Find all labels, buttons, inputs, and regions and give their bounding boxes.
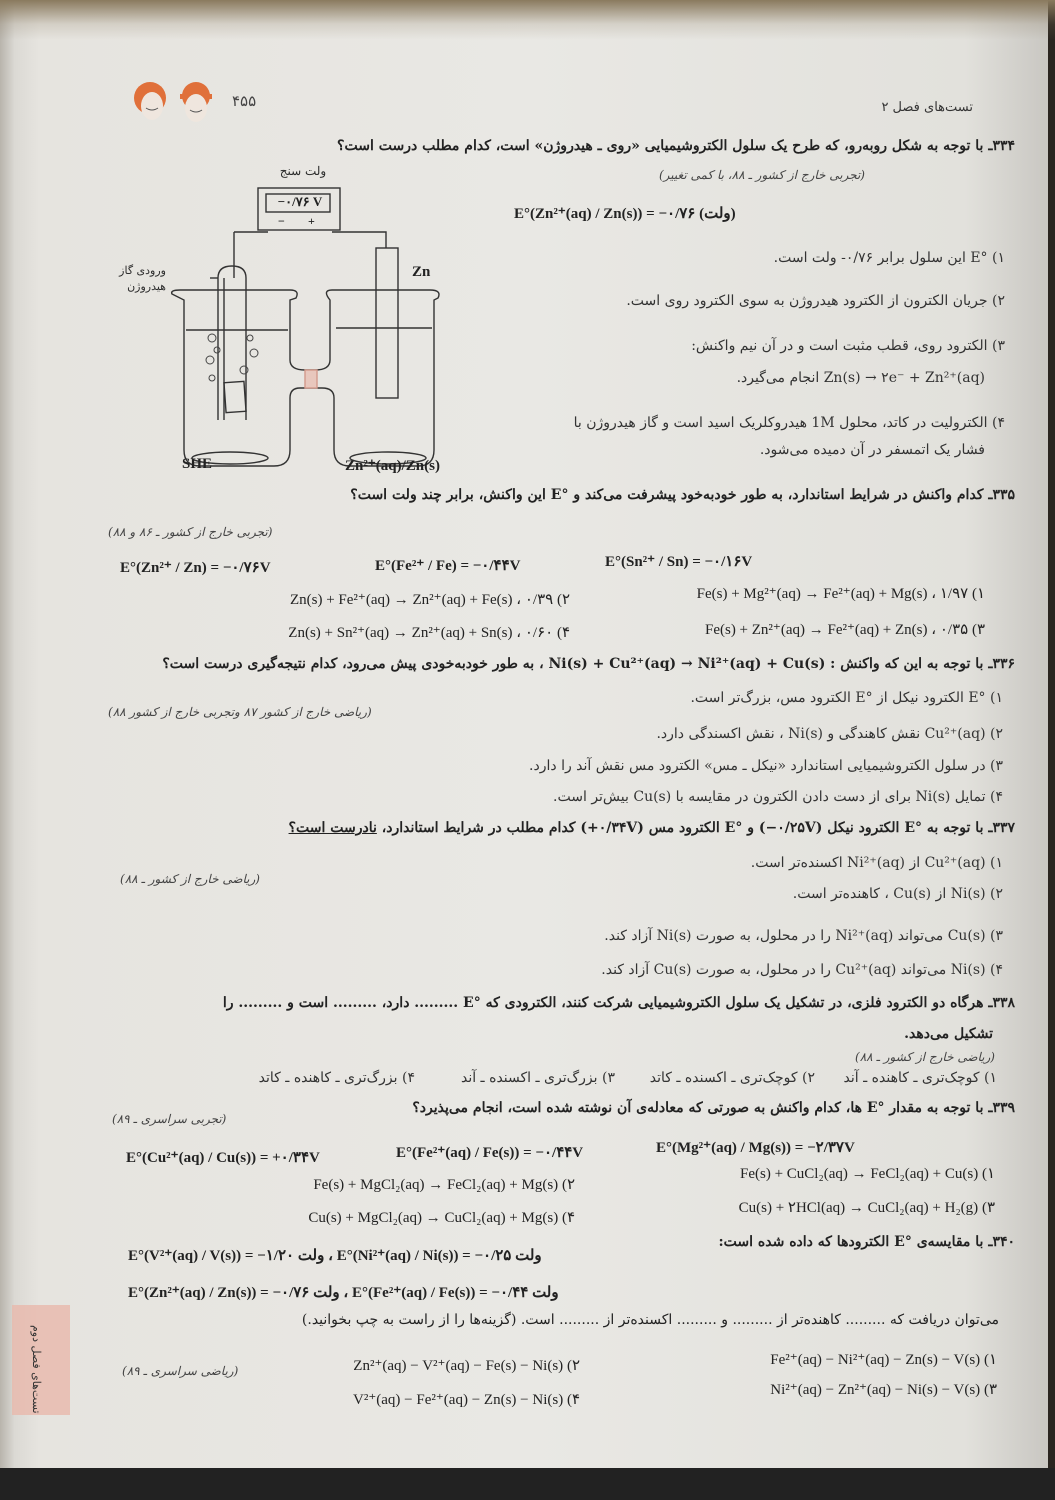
given-unit: (ولت) (699, 206, 736, 222)
question-336-source: (ریاضی خارج از کشور ۸۷ وتجربی خارج از کشور ۸۸) (108, 705, 372, 719)
question-338-source: (ریاضی خارج از کشور ـ ۸۸) (855, 1050, 995, 1064)
q335-option-3[interactable]: ۳) Fe(s) + Zn²⁺(aq) → Fe²⁺(aq) + Zn(s) ، ۰/۳۵ (704, 622, 985, 638)
q337-option-3[interactable]: ۳) Cu(s) می‌تواند Ni²⁺(aq) را در محلول، به صورت Ni(s) آزاد کند. (604, 928, 1003, 944)
question-339-source: (تجربی سراسری ـ ۸۹) (112, 1112, 227, 1126)
voltmeter-label: ولت سنج (279, 164, 327, 178)
q339-given-cu: E°(Cu²⁺(aq) / Cu(s)) = +۰/۳۴V (126, 1150, 320, 1166)
q337-option-2[interactable]: ۲) Ni(s) از Cu(s) ، کاهنده‌تر است. (792, 886, 1003, 902)
question-339-title: ۳۳۹ـ با توجه به مقدار °E ها، کدام واکنش به صورتی که معادله‌ی آن نوشته شده است، انجام می‌پذیرد؟ (412, 1100, 1015, 1116)
q335-option-1[interactable]: ۱) Fe(s) + Mg²⁺(aq) → Fe²⁺(aq) + Mg(s) ، ۱/۹۷ (696, 586, 985, 602)
question-335-title: ۳۳۵ـ کدام واکنش در شرایط استاندارد، به طور خودبه‌خود پیشرفت می‌کند و °E این واکنش، برابر چند ولت است؟ (350, 487, 1015, 503)
q340-option-1[interactable]: ۱) Fe²⁺(aq) − Ni²⁺(aq) − Zn(s) − V(s) (770, 1352, 997, 1368)
q335-given-zn: E°(Zn²⁺ / Zn) = −۰/۷۶V (120, 560, 271, 576)
positive-terminal: + (308, 214, 315, 228)
zn-half-cell-label: Zn²⁺(aq)/Zn(s) (345, 458, 440, 474)
q338-option-1[interactable]: ۱) کوچک‌تری ـ کاهنده ـ آند (843, 1070, 997, 1086)
q338-option-4[interactable]: ۴) بزرگ‌تری ـ کاهنده ـ کاتد (258, 1070, 415, 1086)
q339-option-4[interactable]: ۴) Cu(s) + MgCl₂(aq) → CuCl₂(aq) + Mg(s) (308, 1210, 575, 1226)
q337-title-text: ۳۳۷ـ با توجه به °E الکترود نیکل (۰/۲۵V−) و °E الکترود مس (۰/۳۴V+) کدام مطلب در شرایط استاندارد، (381, 820, 1015, 836)
hydrogen-gas-inlet-label-2: هیدروژن (127, 280, 166, 293)
question-338-title-cont: تشکیل می‌دهد. (904, 1026, 993, 1042)
question-334-source: (تجربی خارج از کشور ـ ۸۸، با کمی تغییر) (658, 168, 865, 182)
q339-given-fe: E°(Fe²⁺(aq) / Fe(s)) = −۰/۴۴V (396, 1145, 584, 1161)
page-number: ۴۵۵ (232, 92, 257, 110)
question-337-source: (ریاضی خارج از کشور ـ ۸۸) (120, 872, 260, 886)
q339-option-1[interactable]: ۱) Fe(s) + CuCl₂(aq) → FeCl₂(aq) + Cu(s) (740, 1166, 995, 1182)
chapter-side-tab-label: تست‌های فصل دوم (30, 1325, 43, 1414)
question-338-title: ۳۳۸ـ هرگاه دو الکترود فلزی، در تشکیل یک سلول الکتروشیمیایی شرکت کنند، الکترودی که °E ......... دارد، ......... است و ......... را (222, 995, 1015, 1011)
q338-option-2[interactable]: ۲) کوچک‌تری ـ اکسنده ـ کاتد (649, 1070, 815, 1086)
question-334-given-potential (514, 204, 736, 223)
q334-option-1[interactable]: ۱) °E این سلول برابر ۰/۷۶- ولت است. (773, 250, 1005, 266)
q334-option-3[interactable]: ۳) الکترود روی، قطب مثبت است و در آن نیم واکنش: (691, 338, 1005, 354)
q334-option-3-equation: Zn(s) → ۲e⁻ + Zn²⁺(aq) انجام می‌گیرد. (736, 370, 985, 386)
given-equation: E°(Zn²⁺(aq) / Zn(s)) = −۰/۷۶ (514, 206, 696, 222)
q336-option-4[interactable]: ۴) تمایل Ni(s) برای از دست دادن الکترون در مقایسه با Cu(s) بیش‌تر است. (553, 789, 1003, 805)
zn-electrode-label: Zn (412, 264, 431, 280)
q337-option-4[interactable]: ۴) Ni(s) می‌تواند Cu²⁺(aq) را در محلول، به صورت Cu(s) آزاد کند. (601, 962, 1003, 978)
q340-given-line-2: E°(Zn²⁺(aq) / Zn(s)) = −۰/۷۶ ولت ، E°(Fe²⁺(aq) / Fe(s)) = −۰/۴۴ ولت (128, 1285, 559, 1301)
question-340-stem: می‌توان دریافت که ......... کاهنده‌تر از ......... و ......... اکسنده‌تر از ......... است. (گزینه‌ها را از راست به چپ بخوانید.) (301, 1312, 999, 1328)
she-label: SHE (182, 456, 213, 472)
q335-given-sn: E°(Sn²⁺ / Sn) = −۰/۱۶V (605, 554, 753, 570)
electrochemical-cell-diagram (100, 164, 500, 480)
q334-option-4[interactable]: ۴) الکترولیت در کاتد، محلول 1M هیدروکلریک اسید است و گاز هیدروژن با (573, 415, 1005, 431)
question-337-title (95, 820, 1015, 836)
question-334-title: ۳۳۴ـ با توجه به شکل روبه‌رو، که طرح یک سلول الکتروشیمیایی «روی ـ هیدروژن» است، کدام مطلب درست است؟ (337, 138, 1015, 154)
q336-option-1[interactable]: ۱) °E الکترود نیکل از °E الکترود مس، بزرگ‌تر است. (690, 690, 1003, 706)
voltmeter-reading: −۰/۷۶ V (277, 194, 323, 209)
q339-option-3[interactable]: ۳) Cu(s) + ۲HCl(aq) → CuCl₂(aq) + H₂(g) (738, 1200, 995, 1216)
q335-given-fe: E°(Fe²⁺ / Fe) = −۰/۴۴V (375, 558, 521, 574)
q335-option-4[interactable]: ۴) Zn(s) + Sn²⁺(aq) → Zn²⁺(aq) + Sn(s) ، ۰/۶۰ (288, 625, 570, 641)
question-340-source: (ریاضی سراسری ـ ۸۹) (122, 1364, 239, 1378)
question-336-title: ۳۳۶ـ با توجه به این که واکنش : Ni(s) + Cu²⁺(aq) → Ni²⁺(aq) + Cu(s) ، به طور خودبه‌خودی پیش می‌رود، کدام نتیجه‌گیری درست است؟ (162, 656, 1015, 672)
hydrogen-gas-inlet-label: ورودی گاز (119, 264, 166, 277)
cell-diagram-icon (100, 170, 500, 480)
negative-terminal: − (278, 214, 285, 228)
q338-option-3[interactable]: ۳) بزرگ‌تری ـ اکسنده ـ آند (460, 1070, 615, 1086)
page-top-edge (0, 0, 1055, 40)
question-340-title: ۳۴۰ـ با مقایسه‌ی °E الکترودها که داده شده است: (718, 1234, 1015, 1250)
background-edge (0, 1468, 1055, 1500)
chapter-title: تست‌های فصل ۲ (881, 100, 973, 115)
q339-option-2[interactable]: ۲) Fe(s) + MgCl₂(aq) → FeCl₂(aq) + Mg(s) (313, 1177, 575, 1193)
q336-option-3[interactable]: ۳) در سلول الکتروشیمیایی استاندارد «نیکل ـ مس» الکترود مس نقش آند را دارد. (529, 758, 1003, 774)
cartoon-faces-logo-icon (128, 76, 228, 126)
q334-option-4-cont: فشار یک اتمسفر در آن دمیده می‌شود. (759, 442, 985, 458)
q336-option-2[interactable]: ۲) Cu²⁺(aq) نقش کاهندگی و Ni(s) ، نقش اکسندگی دارد. (656, 726, 1003, 742)
page-binding (0, 0, 14, 1500)
q340-option-2[interactable]: ۲) Zn²⁺(aq) − V²⁺(aq) − Fe(s) − Ni(s) (353, 1358, 580, 1374)
q340-given-line-1: E°(V²⁺(aq) / V(s)) = −۱/۲۰ ولت ، E°(Ni²⁺(aq) / Ni(s)) = −۰/۲۵ ولت (128, 1248, 542, 1264)
q339-given-mg: E°(Mg²⁺(aq) / Mg(s)) = −۲/۳۷V (656, 1140, 855, 1156)
q337-option-1[interactable]: ۱) Cu²⁺(aq) از Ni²⁺(aq) اکسنده‌تر است. (750, 855, 1003, 871)
q340-option-3[interactable]: ۳) Ni²⁺(aq) − Zn²⁺(aq) − Ni(s) − V(s) (770, 1382, 997, 1398)
q337-title-emphasis: نادرست است؟ (288, 820, 377, 836)
q340-option-4[interactable]: ۴) V²⁺(aq) − Fe²⁺(aq) − Zn(s) − Ni(s) (353, 1392, 580, 1408)
q335-option-2[interactable]: ۲) Zn(s) + Fe²⁺(aq) → Zn²⁺(aq) + Fe(s) ، ۰/۳۹ (289, 592, 570, 608)
q334-option-2[interactable]: ۲) جریان الکترون از الکترود هیدروژن به سوی الکترود روی است. (626, 293, 1005, 309)
question-335-source: (تجربی خارج از کشور ـ ۸۶ و ۸۸) (108, 525, 273, 539)
